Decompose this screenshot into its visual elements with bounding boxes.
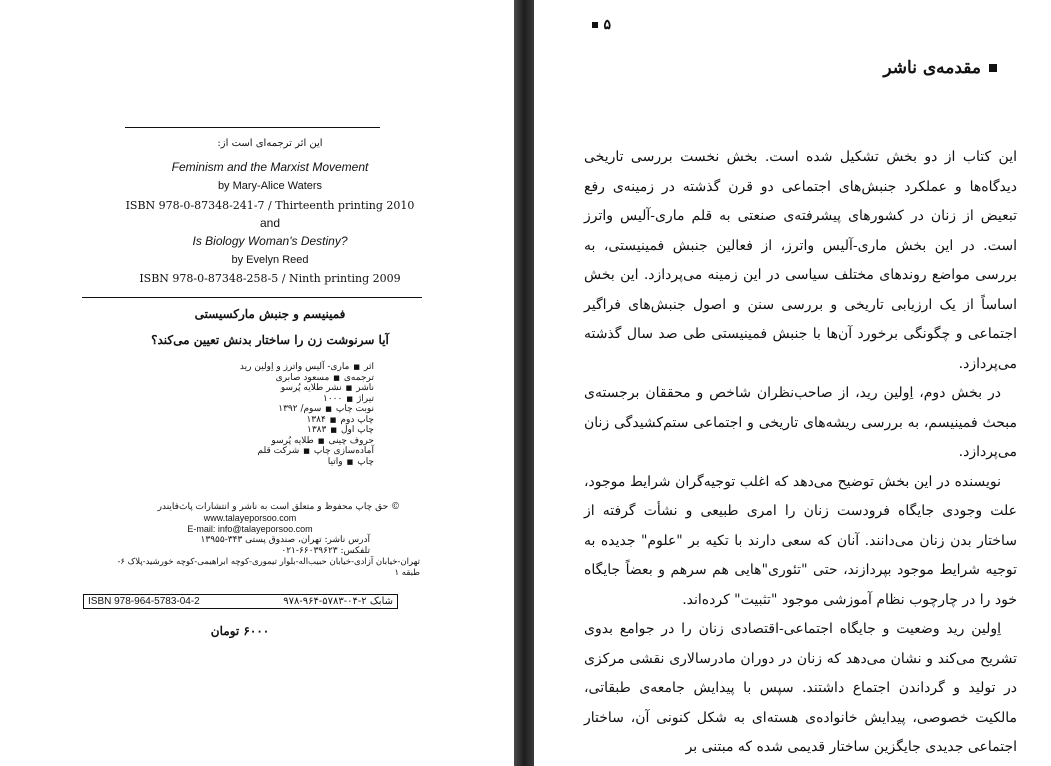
isbn-fa: شابک ۲-۰۴-۵۷۸۳-۹۶۴-۹۷۸ (283, 596, 393, 607)
book2-isbn: ISBN 978-0-87348-258-5 / Ninth printing 2009 (139, 272, 401, 285)
price: ۶۰۰۰ تومان (210, 624, 270, 638)
page-heading: مقدمه‌ی ناشر (883, 58, 997, 78)
credit-row: حروف چینی ■ طلایه پُرسو (271, 435, 374, 446)
credit-row: اثر ■ ماری- آلیس واترز و اِولین رید (239, 362, 374, 372)
and-label: and (259, 216, 281, 230)
book2-title: Is Biology Woman's Destiny? (192, 234, 348, 248)
persian-title-1: فمینیسم و جنبش مارکسیستی (194, 307, 346, 321)
paragraph: نویسنده در این بخش توضیح می‌دهد که اغلب توجیه‌گران شرایط موجود، علت وجودی جایگاه فرودست زنان را امری طبیعی و نشأت گرفته از ساختار بدن زنان می‌دانند. آنان که سعی دارند با تکیه بر "علوم" جدیده به توجیه شرایط موجود بپردازند، حتی "تئوری"هایی هم سرهم و بعضاً جایگاه خود را در چارچوب نظام آموزشی موجود "تثبیت" کرده‌اند. (584, 473, 1017, 608)
copyright-page (0, 0, 514, 766)
book2-author: by Evelyn Reed (231, 254, 309, 266)
email-link[interactable]: E-mail: info@talayeporsoo.com (187, 524, 313, 534)
credit-row: آماده‌سازی چاپ ■ شرکت قلم (257, 446, 374, 456)
body-text (584, 143, 1017, 763)
book1-isbn: ISBN 978-0-87348-241-7 / Thirteenth printing 2010 (125, 199, 415, 212)
persian-title-2: آیا سرنوشت زن را ساختار بدنش تعیین می‌کند؟ (151, 333, 389, 347)
top-rule (125, 127, 380, 128)
credit-row: ناشر ■ نشر طلایه پُرسو (280, 383, 374, 393)
translation-note: این اثر ترجمه‌ای است از: (217, 138, 323, 149)
publisher-address: آدرس ناشر: تهران، صندوق پستی ۳۴۳-۱۳۹۵۵ (200, 535, 370, 545)
book1-title: Feminism and the Marxist Movement (171, 160, 369, 174)
credit-row: چاپ دوم ■ ۱۳۸۴ (306, 414, 374, 425)
credits-list (154, 362, 374, 467)
credit-row: ترجمه‌ی ■ مسعود صابری (275, 372, 374, 383)
publisher-tel: تلفکس: ۶۶۰۳۹۶۲۳-۰۲۱ (281, 546, 370, 556)
book1-author: by Mary-Alice Waters (217, 180, 323, 192)
credit-row: نوبت چاپ ■ سوم/ ۱۳۹۲ (278, 404, 374, 414)
square-bullet-icon (592, 22, 598, 28)
paragraph: این کتاب از دو بخش تشکیل شده است. بخش نخست بررسی تاریخی دیدگاه‌ها و عملکرد جنبش‌های اجتماعی دو قرن گذشته در زمینه‌ی رفع تبعیض از زنان در کشورهای پیشرفته‌ی صنعتی به قلم ماری-آلیس واترز است. در این بخش ماری-آلیس واترز، از فعالین جنبش فمینیستی، به بررسی مواضع روندهای مختلف سیاسی در این زمینه می‌پردازد. این بخش اساساً از یک ارزیابی تاریخی و بررسی سنن و اصول جنبش‌های فراگیر اجتماعی و چگونگی برخورد آن‌ها با جنبش فمینیستی طی صد سال گذشته می‌پردازد. (584, 149, 1017, 372)
isbn-box (83, 594, 398, 609)
preface-page (534, 0, 1051, 766)
isbn-en: ISBN 978-964-5783-04-2 (88, 596, 200, 607)
street-address: تهران-خیابان آزادی-خیابان حبیب‌اله-بلوار تیموری-کوچه ابراهیمی-کوچه خورشید-پلاک ۶-طبقه ۱ (117, 557, 420, 578)
book-gutter (514, 0, 534, 766)
credit-row: چاپ اول ■ ۱۳۸۳ (307, 425, 374, 435)
credit-row: چاپ ■ واتیا (327, 456, 374, 467)
middle-rule (82, 297, 422, 298)
square-bullet-icon (989, 64, 997, 72)
paragraph: در بخش دوم، اِولین رید، از صاحب‌نظران شاخص و محققان برجسته‌ی مبحث فمینیسم، به بررسی ریشه‌های تاریخی و اجتماعی ستم‌کشیدگی زنان می‌پردازد. (584, 385, 1017, 460)
paragraph: اِولین رید وضعیت و جایگاه اجتماعی-اقتصادی زنان را در جوامع بدوی تشریح می‌کند و نشان می‌دهد که زنان در دوران مادرسالاری نقشی مرکزی در تولید و گرداندن اجتماع داشتند. سپس با پیدایش جامعه‌ی طبقاتی، مالکیت خصوصی، پیدایش خانواده‌ی هسته‌ای به شکل کنونی آن، ساختار اجتماعی جدیدی جایگزین ساختار قدیمی شده که مبتنی بر (584, 621, 1017, 755)
copyright-line: © حق چاپ محفوظ و متعلق است به ناشر و انتشارات پاث‌فایندر (157, 502, 400, 512)
copyright-block (100, 502, 420, 579)
website-link[interactable]: www.talayeporsoo.com (203, 513, 297, 523)
page-number: ۵ (592, 17, 611, 33)
credit-row: تیراژ ■ ۱۰۰۰ (322, 393, 374, 404)
